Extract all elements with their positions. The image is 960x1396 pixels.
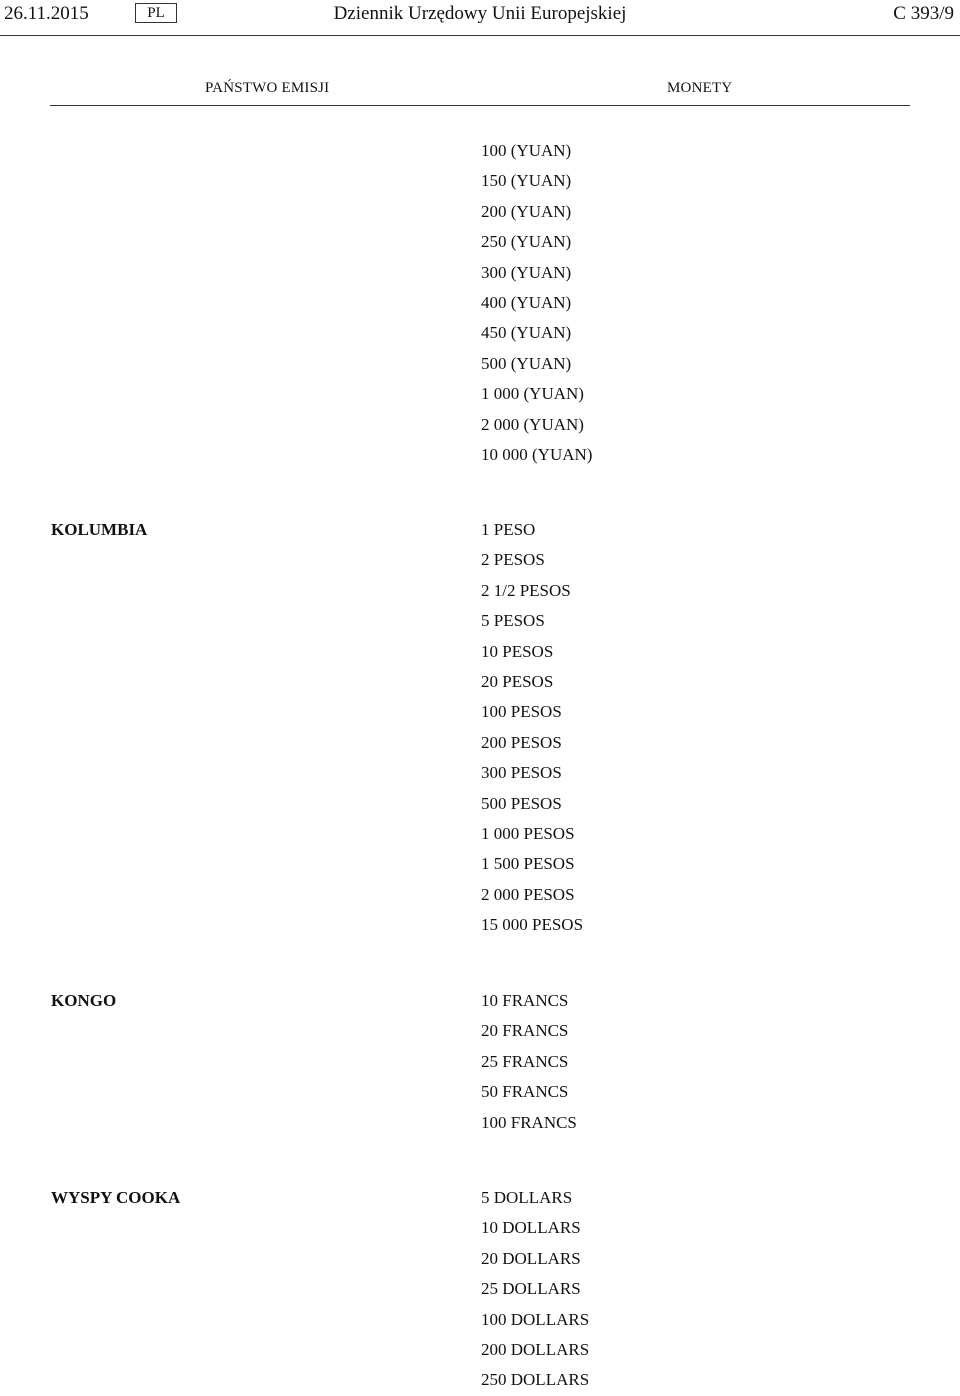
- coin-denomination: 2 1/2 PESOS: [481, 580, 571, 600]
- coin-denomination: 1 000 (YUAN): [481, 384, 584, 404]
- coin-denomination: 2 000 (YUAN): [481, 414, 584, 434]
- coin-denomination: 10 DOLLARS: [481, 1218, 581, 1238]
- coin-denomination: 1 PESO: [481, 520, 536, 539]
- coin-denomination: 450 (YUAN): [481, 323, 572, 343]
- coin-denomination: 1 500 PESOS: [481, 854, 575, 874]
- coin-denomination: 50 FRANCS: [481, 1082, 569, 1102]
- coin-denomination: 1 000 PESOS: [481, 824, 575, 844]
- running-header: [0, 0, 960, 36]
- coin-denomination: 250 DOLLARS: [481, 1370, 590, 1390]
- column-header-country: PAŃSTWO EMISJI: [205, 80, 330, 96]
- coin-denomination: 100 FRANCS: [481, 1112, 577, 1132]
- coin-denomination: 15 000 PESOS: [481, 915, 584, 935]
- journal-title: Dziennik Urzędowy Unii Europejskiej: [333, 3, 627, 24]
- coin-denomination: 300 PESOS: [481, 763, 562, 783]
- coin-denomination: 10 FRANCS: [481, 991, 569, 1010]
- country-name: WYSPY COOKA: [51, 1188, 181, 1207]
- coin-denomination: 200 PESOS: [481, 732, 562, 752]
- header-divider: [50, 105, 910, 106]
- coin-list: [481, 1183, 589, 1396]
- coin-denomination: 150 (YUAN): [481, 171, 572, 191]
- coin-denomination: 25 FRANCS: [481, 1051, 569, 1071]
- publication-date: 26.11.2015: [4, 3, 89, 24]
- coin-denomination: 10 000 (YUAN): [481, 445, 593, 465]
- page-reference: C 393/9: [893, 3, 954, 24]
- column-header-coins: MONETY: [667, 80, 733, 96]
- coin-denomination: 400 (YUAN): [481, 293, 572, 313]
- coin-denomination: 5 PESOS: [481, 611, 545, 631]
- coin-denomination: 250 (YUAN): [481, 232, 572, 252]
- coin-denomination: 20 PESOS: [481, 672, 554, 692]
- coin-denomination: 100 (YUAN): [481, 141, 572, 160]
- coin-denomination: 200 (YUAN): [481, 201, 572, 221]
- coin-denomination: 300 (YUAN): [481, 262, 572, 282]
- country-name: KONGO: [51, 991, 117, 1010]
- language-badge: PL: [135, 3, 177, 23]
- coin-list: [481, 986, 577, 1138]
- coin-denomination: 25 DOLLARS: [481, 1279, 581, 1299]
- coin-denomination: 100 DOLLARS: [481, 1309, 590, 1329]
- coin-denomination: 500 PESOS: [481, 793, 562, 813]
- coin-denomination: 500 (YUAN): [481, 353, 572, 373]
- coin-denomination: 200 DOLLARS: [481, 1340, 590, 1360]
- country-name: KOLUMBIA: [51, 520, 148, 539]
- coin-list: [481, 136, 592, 470]
- coin-denomination: 2 000 PESOS: [481, 884, 575, 904]
- coin-denomination: 2 PESOS: [481, 550, 545, 570]
- coin-denomination: 20 FRANCS: [481, 1021, 569, 1041]
- coin-denomination: 20 DOLLARS: [481, 1248, 581, 1268]
- coin-list: [481, 515, 583, 941]
- coin-denomination: 100 PESOS: [481, 702, 562, 722]
- coin-denomination: 5 DOLLARS: [481, 1188, 573, 1207]
- coin-denomination: 10 PESOS: [481, 641, 554, 661]
